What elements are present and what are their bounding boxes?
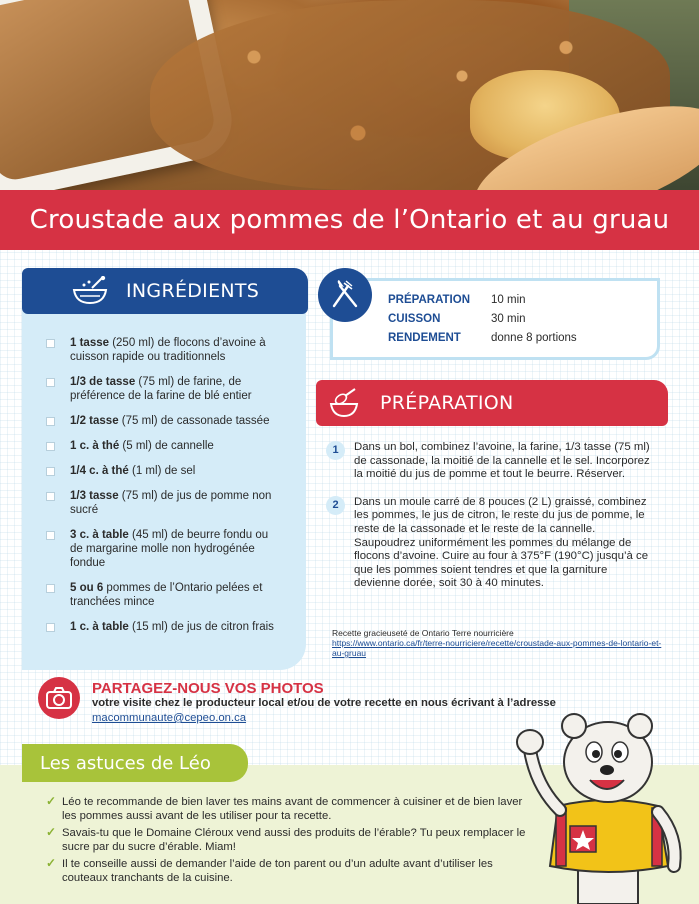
info-row-preparation xyxy=(388,293,577,312)
ingredient-text: (75 ml) de jus de pomme non sucré xyxy=(70,490,272,516)
checkbox[interactable] xyxy=(46,417,55,426)
info-label: CUISSON xyxy=(388,313,441,325)
ingredient-text: (75 ml) de cassonade tassée xyxy=(118,415,270,427)
ingredient-quantity: 5 ou 6 xyxy=(70,582,104,594)
ingredient-text: (75 ml) de farine, de préférence de la farine de blé entier xyxy=(70,376,252,402)
ingredients-list xyxy=(44,336,284,645)
preparation-heading: PRÉPARATION xyxy=(380,392,514,414)
tip-text: Il te conseille aussi de demander l’aide de ton parent ou d’un adulte avant d’utiliser les couteaux tranchants de la cuisine. xyxy=(62,858,493,884)
ingredient-text: (15 ml) de jus de citron frais xyxy=(128,621,274,633)
recipe-credit xyxy=(332,628,662,658)
ingredient-item xyxy=(44,336,284,364)
ingredient-text: (45 ml) de beurre fondu ou de margarine molle non hydrogénée fondue xyxy=(70,529,269,569)
checkbox[interactable] xyxy=(46,378,55,387)
check-icon: ✓ xyxy=(46,794,57,808)
checkbox[interactable] xyxy=(46,442,55,451)
whisk-bowl-icon xyxy=(327,386,361,420)
step-text: Dans un moule carré de 8 pouces (2 L) graissé, combinez les pommes, le jus de citron, le reste du jus de pomme, le reste de la cassonade et le reste de la cannelle. Saupoudrez uniformément les pommes du mélange de flocons d’avoine. Cuire au four à 375°F (190°C) jusqu’à ce que les pommes soient tendres et que la garniture devienne dorée, soit 30 à 40 minutes. xyxy=(354,495,649,590)
share-title: PARTAGEZ-NOUS VOS PHOTOS xyxy=(92,680,324,697)
tip-item xyxy=(46,858,526,885)
info-value: 30 min xyxy=(491,313,526,325)
utensils-badge xyxy=(318,268,372,322)
step-item xyxy=(326,496,656,591)
ingredient-quantity: 3 c. à table xyxy=(70,529,129,541)
checkbox[interactable] xyxy=(46,623,55,632)
info-value: donne 8 portions xyxy=(491,332,577,344)
checkbox[interactable] xyxy=(46,584,55,593)
ingredient-item xyxy=(44,439,284,453)
tips-header xyxy=(22,744,248,782)
ingredient-item xyxy=(44,528,284,570)
info-row-cooking xyxy=(388,312,577,331)
recipe-info xyxy=(388,293,577,350)
share-email-link[interactable]: macommunaute@cepeo.on.ca xyxy=(92,712,247,724)
ingredient-quantity: 1 tasse xyxy=(70,337,110,349)
info-label: RENDEMENT xyxy=(388,332,461,344)
tips-heading: Les astuces de Léo xyxy=(40,752,211,774)
ingredient-item xyxy=(44,489,284,517)
checkbox[interactable] xyxy=(46,339,55,348)
checkbox[interactable] xyxy=(46,492,55,501)
ingredient-quantity: 1/3 tasse xyxy=(70,490,119,502)
step-number: 1 xyxy=(326,441,345,460)
ingredient-quantity: 1 c. à table xyxy=(70,621,129,633)
ingredient-item xyxy=(44,464,284,478)
ingredient-text: pommes de l’Ontario pelées et tranchées mince xyxy=(70,582,263,608)
ingredient-text: (5 ml) de cannelle xyxy=(119,440,214,452)
step-text: Dans un bol, combinez l’avoine, la farine, 1/3 tasse (75 ml) de cassonade, la moitié de la cannelle et le sel. Incorporez la moitié du jus de pomme et tout le beurre. Réserver. xyxy=(354,441,650,481)
checkbox[interactable] xyxy=(46,467,55,476)
whisk-badge xyxy=(322,381,366,425)
hero-photo xyxy=(0,0,699,192)
ingredients-heading: INGRÉDIENTS xyxy=(126,280,260,302)
ingredient-quantity: 1/2 tasse xyxy=(70,415,119,427)
ingredient-quantity: 1/4 c. à thé xyxy=(70,465,129,477)
leo-mascot xyxy=(508,706,698,904)
ingredient-quantity: 1/3 de tasse xyxy=(70,376,136,388)
share-text: votre visite chez le producteur local et/ou de votre recette en nous écrivant à l’adresse xyxy=(92,697,556,709)
ingredients-header xyxy=(22,268,308,314)
fork-knife-icon xyxy=(328,278,362,312)
ingredient-item xyxy=(44,620,284,634)
camera-icon xyxy=(46,687,72,709)
ingredient-quantity: 1 c. à thé xyxy=(70,440,120,452)
ingredient-item xyxy=(44,375,284,403)
tip-item xyxy=(46,827,526,854)
check-icon: ✓ xyxy=(46,825,57,840)
tip-item xyxy=(46,796,526,823)
check-icon: ✓ xyxy=(46,856,57,871)
step-number: 2 xyxy=(326,496,345,515)
tips-list xyxy=(46,796,526,890)
info-label: PRÉPARATION xyxy=(388,294,470,306)
step-item xyxy=(326,441,656,482)
checkbox[interactable] xyxy=(46,531,55,540)
info-row-yield xyxy=(388,331,577,350)
credit-text: Recette gracieuseté de Ontario Terre nourricière xyxy=(332,628,514,638)
ingredient-text: (1 ml) de sel xyxy=(128,465,196,477)
preparation-header xyxy=(316,380,668,426)
info-value: 10 min xyxy=(491,294,526,306)
ingredient-item xyxy=(44,581,284,609)
tip-text: Léo te recommande de bien laver tes mains avant de commencer à cuisiner et de bien laver les pommes aussi avant de les utiliser pour ta recette. xyxy=(62,796,523,822)
preparation-steps xyxy=(326,441,656,605)
ingredient-item xyxy=(44,414,284,428)
camera-badge xyxy=(38,677,80,719)
credit-link[interactable]: https://www.ontario.ca/fr/terre-nourriciere/recette/croustade-aux-pommes-de-lontario-et-au-gruau xyxy=(332,638,662,658)
ingredient-text: (250 ml) de flocons d’avoine à cuisson rapide ou traditionnels xyxy=(70,337,266,363)
page-title: Croustade aux pommes de l’Ontario et au gruau xyxy=(29,205,670,235)
title-banner xyxy=(0,190,699,250)
tip-text: Savais-tu que le Domaine Cléroux vend aussi des produits de l’érable? Tu peux remplacer le sucre par du sucre d’érable. Miam! xyxy=(62,827,526,853)
mixing-bowl-icon xyxy=(70,276,110,306)
